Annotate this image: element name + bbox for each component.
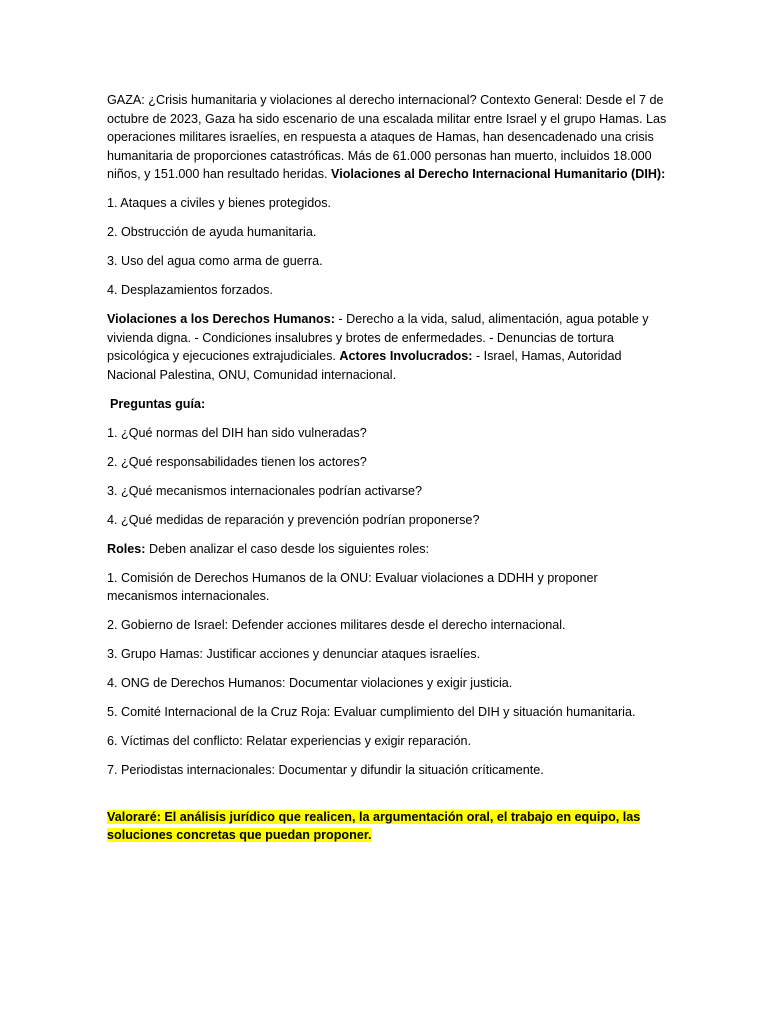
intro-paragraph (107, 91, 668, 184)
preguntas-heading: Preguntas guía: (110, 396, 206, 411)
dih-heading: Violaciones al Derecho Internacional Humanitario (DIH): (331, 167, 666, 181)
roles-heading: Roles: (107, 541, 146, 556)
role-item: 3. Grupo Hamas: Justificar acciones y denunciar ataques israelíes. (107, 647, 481, 661)
roles-text: Deben analizar el caso desde los siguientes roles: (145, 541, 430, 556)
dih-list-item: 3. Uso del agua como arma de guerra. (107, 254, 323, 268)
pregunta-item: 3. ¿Qué mecanismos internacionales podrían activarse? (107, 483, 423, 498)
role-item: 4. ONG de Derechos Humanos: Documentar violaciones y exigir justicia. (107, 676, 513, 690)
ddhh-paragraph (107, 310, 668, 384)
evaluation-paragraph (107, 808, 668, 845)
actors-text: - Israel, Hamas, Autoridad Nacional Palestina, ONU, Comunidad internacional. (107, 349, 622, 382)
role-item: 1. Comisión de Derechos Humanos de la ONU: Evaluar violaciones a DDHH y proponer mecanismos internacionales. (107, 570, 598, 603)
role-item: 5. Comité Internacional de la Cruz Roja: Evaluar cumplimiento del DIH y situación humanitaria. (107, 705, 636, 719)
ddhh-text: - Derecho a la vida, salud, alimentación, agua potable y vivienda digna. - Condiciones insalubres y brotes de enfermedades. - Denuncias de tortura psicológica y ejecuciones extrajudiciales. (107, 312, 649, 363)
pregunta-item: 1. ¿Qué normas del DIH han sido vulneradas? (107, 425, 367, 440)
role-item: 2. Gobierno de Israel: Defender acciones militares desde el derecho internacional. (107, 618, 566, 632)
role-item: 7. Periodistas internacionales: Documentar y difundir la situación críticamente. (107, 763, 544, 777)
role-item: 6. Víctimas del conflicto: Relatar experiencias y exigir reparación. (107, 734, 471, 748)
evaluation-highlight: Valoraré: El análisis jurídico que realicen, la argumentación oral, el trabajo en equipo, las soluciones concretas que puedan proponer. (107, 809, 641, 842)
roles-paragraph (107, 540, 668, 559)
pregunta-item: 4. ¿Qué medidas de reparación y prevención podrían proponerse? (107, 512, 480, 527)
intro-text: GAZA: ¿Crisis humanitaria y violaciones al derecho internacional? Contexto General: Desde el 7 de octubre de 2023, Gaza ha sido escenario de una escalada militar entre Israel y el grupo Hamas. Las operaciones militares israelíes, en respuesta a ataques de Hamas, han desencadenado una crisis humanitaria de proporciones catastróficas. Más de 61.000 personas han muerto, incluidos 18.000 niños, y 151.000 han resultado heridas. (107, 93, 667, 181)
dih-list-item: 2. Obstrucción de ayuda humanitaria. (107, 225, 317, 239)
pregunta-item: 2. ¿Qué responsabilidades tienen los actores? (107, 454, 367, 469)
ddhh-heading: Violaciones a los Derechos Humanos: (107, 312, 335, 326)
dih-list-item: 1. Ataques a civiles y bienes protegidos. (107, 196, 332, 210)
dih-list-item: 4. Desplazamientos forzados. (107, 283, 273, 297)
actors-heading: Actores Involucrados: (339, 349, 473, 363)
